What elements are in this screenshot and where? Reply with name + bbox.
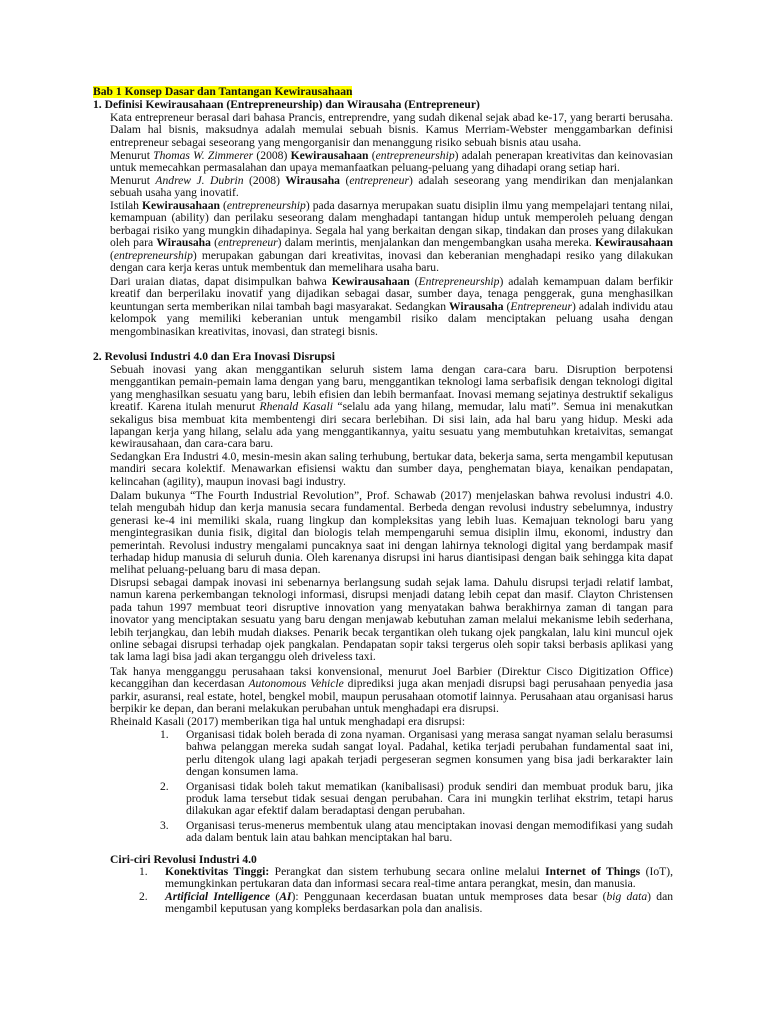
list-number: 1. — [160, 728, 169, 741]
list-number: 1. — [139, 865, 148, 878]
list-number: 2. — [160, 779, 169, 793]
section-1-paragraph-5: Dari uraian diatas, dapat disimpulkan bahwa Kewirausahaan (Entrepreneurship) adalah kemampuan dalam berfikir kreatif dan berperilaku inovatif yang dijadikan sebagai dasar, sumber daya, tenaga penggerak, guna menghasilkan keuntungan serta memberikan nilai tambah bagi masyarakat. Sedangkan Wirausaha (Entrepreneur) adalah individu atau kelompok yang memiliki keberanian untuk mengambil risiko dalam menciptakan peluang usaha dengan mengombinasikan kreativitas, inovasi, dan strategi bisnis. — [110, 275, 673, 338]
section-2-heading: 2. Revolusi Industri 4.0 dan Era Inovasi Disrupsi — [93, 350, 335, 363]
section-2-paragraph-1: Sebuah inovasi yang akan menggantikan seluruh sistem lama dengan cara-cara baru. Disruption berpotensi menggantikan pemain-pemain lama dengan yang baru, menggantikan teknologi lama serbafisik dengan teknologi digital yang menghasilkan sesuatu yang baru, lebih efisien dan lebih bermanfaat. Inovasi memang sejatinya destruktif sekaligus kreatif. Karena itulah menurut Rhenald Kasali “selalu ada yang hilang, memudar, lalu mati”. Semua ini menakutkan sekaligus bisa membuat kita membentengi diri secara berlebihan. Di sisi lain, ada hal baru yang hidup. Meski ada lapangan kerja yang hilang, selalu ada yang menggantikannya, yaitu sesuatu yang membutuhkan kretaivitas, semangat kewirausahaan, dan cara-cara baru. — [110, 363, 673, 451]
section-2-paragraph-3: Dalam bukunya “The Fourth Industrial Revolution”, Prof. Schawab (2017) menjelaskan bahwa revolusi industri 4.0. telah mengubah hidup dan kerja manusia secara fundamental. Berbeda dengan revolusi industry sebelumnya, industry generasi ke-4 ini memiliki skala, ruang lingkup dan kompleksitas yang lebih luas. Kemajuan teknologi baru yang mengintegrasikan dunia fisik, digital dan biologis telah mempengaruhi semua disiplin ilmu, ekonomi, industry dan pemerintah. Revolusi industry mengalami puncaknya saat ini dengan lahirnya teknologi digital yang berdampak masif terhadap hidup manusia di seluruh dunia. Oleh karenanya disrupsi ini harus diantisipasi dengan baik sehingga kita dapat melihat peluang-peluang baru di masa depan. — [110, 489, 673, 577]
list-item: 2. Artificial Intelligence (AI): Penggunaan kecerdasan buatan untuk memproses data besar (big data) dan mengambil keputusan yang kompleks berdasarkan pola dan analisis. — [139, 889, 674, 916]
section-1-heading: 1. Definisi Kewirausahaan (Entrepreneurship) dan Wirausaha (Entrepreneur) — [93, 98, 480, 111]
list-item — [160, 781, 673, 818]
section-1-paragraph-4: Istilah Kewirausahaan (entrepreneurship) pada dasarnya merupakan suatu disiplin ilmu yang mempelajari tentang nilai, kemampuan (ability) dan perilaku seseorang dalam menghadapi tantangan hidup untuk memperoleh peluang dengan berbagai risiko yang mungkin dihadapinya. Segala hal yang berkaitan dengan sikap, tindakan dan proses yang dilakukan oleh para Wirausaha (entrepreneur) dalam merintis, menjalankan dan mengembangkan usaha mereka. Kewirausahaan (entrepreneurship) merupakan gabungan dari kreativitas, inovasi dan keberanian menghadapi resiko yang dilakukan dengan cara kerja keras untuk membentuk dan memelihara usaha baru. — [110, 199, 673, 275]
section-1-paragraph-1: Kata entrepreneur berasal dari bahasa Prancis, entreprendre, yang sudah dikenal sejak abad ke-17, yang berarti berusaha. Dalam hal bisnis, maksudnya adalah memulai sebuah bisnis. Kamus Merriam-Webster menggambarkan definisi entrepreneur sebagai seseorang yang mengorganisir dan menanggung risiko sebuah bisnis atau usaha. — [110, 111, 673, 149]
disruption-strategy-list — [160, 729, 673, 845]
section-2-paragraph-5: Tak hanya mengganggu perusahaan taksi konvensional, menurut Joel Barbier (Direktur Cisco Digitization Office) kecanggihan dan kecerdasan Autonomous Vehicle diprediksi juga akan menjadi disrupsi bagi perusahaan penyedia jasa parkir, asuransi, real estate, hotel, bengkel mobil, maupun perusahaan otomotif lainnya. Perusahaan atau organisasi harus berpikir ke depan, dan berani melakukan perubahan untuk menghadapi era disrupsi. — [110, 665, 673, 716]
section-1-paragraph-2: Menurut Thomas W. Zimmerer (2008) Kewirausahaan (entrepreneurship) adalah penerapan kreativitas dan keinovasian untuk memecahkan permasalahan dan upaya memanfaatkan peluang-peluang yang dihadapi orang setiap hari. — [110, 149, 673, 175]
list-item: 1. Konektivitas Tinggi: Perangkat dan sistem terhubung secara online melalui Internet of Things (IoT), memungkinkan pertukaran data dan informasi secara real-time antara perangkat, mesin, dan manusia. — [139, 865, 673, 891]
list-number: 3. — [160, 818, 169, 832]
section-2-paragraph-6: Rheinald Kasali (2017) memberikan tiga hal untuk menghadapi era disrupsi: — [110, 715, 466, 728]
list-text: Organisasi tidak boleh takut mematikan (kanibalisasi) produk sendiri dan membuat produk baru, jika produk lama tersebut tidak sesuai dengan perubahan. Cara ini mungkin terlihat ekstrim, tetapi harus dilakukan agar efektif dalam beradaptasi dengan perubahan. — [186, 779, 673, 818]
ciri-list — [139, 866, 673, 916]
chapter-title: Bab 1 Konsep Dasar dan Tantangan Kewirausahaan — [93, 85, 353, 98]
list-item — [160, 820, 673, 845]
section-2-paragraph-4: Disrupsi sebagai dampak inovasi ini sebenarnya berlangsung sudah sejak lama. Dahulu disrupsi terjadi relatif lambat, namun karena perkembangan teknologi informasi, disrupsi menjadi datang lebih cepat dan masif. Clayton Christensen pada tahun 1997 membuat teori disruptive innovation yang menyatakan bahwa berakhirnya zaman di tangan para inovator yang menciptakan sesuatu yang baru dengan menjawab kebutuhan zaman melalui mekanisme lebih sederhana, lebih terjangkau, dan lebih mudah diakses. Penarik becak tergantikan oleh tukang ojek pangkalan, lalu kini muncul ojek online sebagai disrupsi terhadap ojek pangkalan. Pendapatan sopir taksi tergerus oleh sopir taksi berbasis aplikasi yang tak lama lagi bisa jadi akan terganggu oleh driveless taxi. — [110, 576, 673, 664]
ciri-heading: Ciri-ciri Revolusi Industri 4.0 — [110, 853, 257, 866]
list-number: 2. — [139, 889, 148, 903]
list-text: Organisasi tidak boleh berada di zona nyaman. Organisasi yang merasa sangat nyaman selalu berasumsi bahwa pelanggan mereka sudah sangat loyal. Padahal, ketika terjadi perubahan fundamental saat ini, perlu ditengok ulang lagi apakah terjadi pergeseran segmen konsumen yang bisa jadi berkarakter lain dengan konsumen lama. — [186, 728, 673, 779]
section-2-paragraph-2: Sedangkan Era Industri 4.0, mesin-mesin akan saling terhubung, bertukar data, bekerja sama, serta mengambil keputusan mandiri secara kolektif. Menawarkan efisiensi waktu dan sumber daya, penghematan biaya, kenaikan pendapatan, kelincahan (agility), maupun inovasi bagi industry. — [110, 450, 673, 488]
section-1-paragraph-3: Menurut Andrew J. Dubrin (2008) Wirausaha (entrepreneur) adalah seseorang yang mendirikan dan menjalankan sebuah usaha yang inovatif. — [110, 174, 673, 200]
list-item — [160, 729, 673, 779]
list-text: Organisasi terus-menerus membentuk ulang atau menciptakan inovasi dengan memodifikasi yang sudah ada dalam bentuk lain atau bahkan menciptakan hal baru. — [186, 818, 673, 845]
